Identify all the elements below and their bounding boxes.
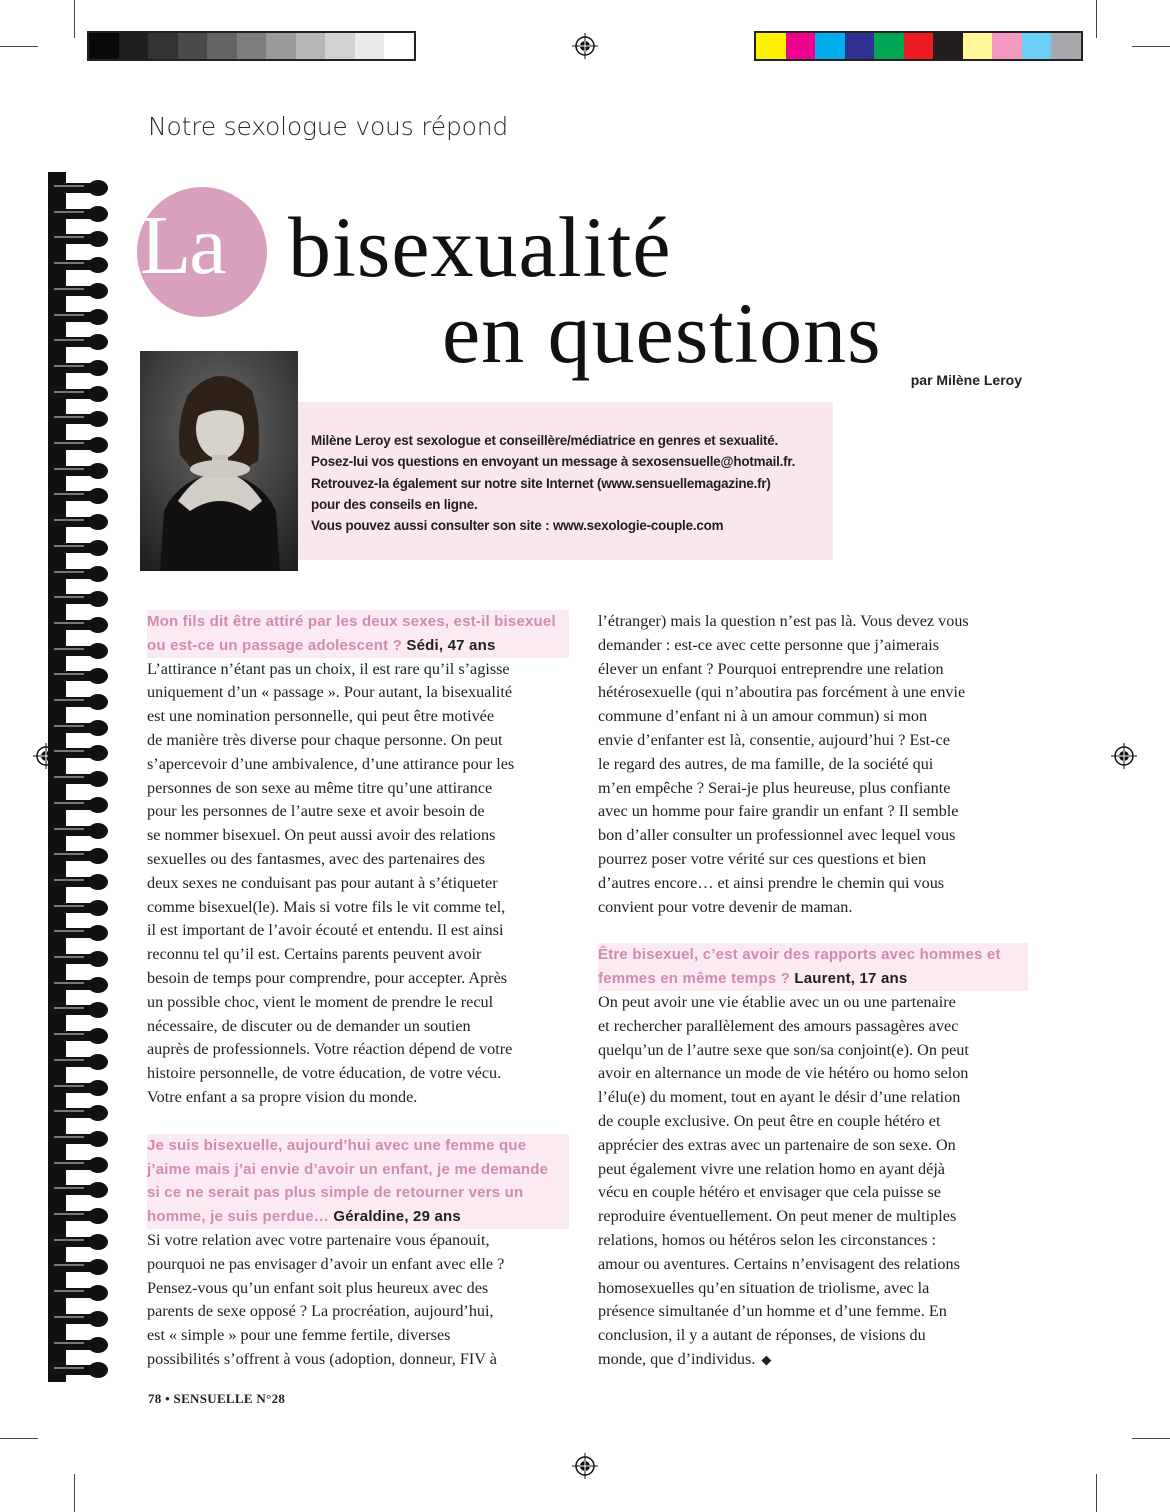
color-swatch	[1051, 33, 1081, 59]
text-line: conclusion, il y a autant de réponses, de visions du	[598, 1326, 926, 1345]
question-line: j’aime mais j’ai envie d’avoir un enfant, je me demande	[147, 1160, 549, 1178]
color-swatch	[933, 33, 963, 59]
text-line: Si votre relation avec votre partenaire vous épanouit,	[147, 1230, 490, 1249]
crop-mark-top-right-v	[1096, 0, 1097, 38]
text-line: personnes de son sexe au même titre qu’une attirance	[147, 778, 493, 797]
spiral-ring	[48, 643, 110, 659]
spiral-ring	[48, 1285, 110, 1301]
question-author: Géraldine, 29 ans	[333, 1208, 461, 1226]
text-line: besoin de temps pour comprendre, pour accepter. Après	[147, 968, 508, 987]
end-mark-icon: ◆	[761, 1351, 772, 1367]
color-swatch	[384, 33, 414, 59]
info-line: Vous pouvez aussi consulter son site : www.sexologie-couple.com	[311, 518, 724, 534]
text-line: s’apercevoir d’une ambivalence, d’une attirance pour les	[147, 754, 515, 773]
spiral-ring	[48, 771, 110, 787]
text-line: avec un homme pour faire grandir un enfant ? Il semble	[598, 802, 959, 821]
answer-1	[147, 658, 569, 1110]
text-line: commune d’enfant ni à un amour commun) si mon	[598, 707, 928, 726]
question-line: femmes en même temps ? Laurent, 17 ans	[598, 970, 908, 988]
question-line: ou est-ce un passage adolescent ? Sédi, 47 ans	[147, 636, 496, 654]
left-column	[147, 610, 569, 1372]
page-folio: 78 • SENSUELLE N°28	[148, 1391, 286, 1406]
spiral-ring	[48, 874, 110, 890]
spiral-ring	[48, 1131, 110, 1147]
spiral-ring	[48, 848, 110, 864]
spiral-binding	[48, 172, 118, 1382]
color-swatch	[296, 33, 326, 59]
text-line: histoire personnelle, de votre éducation, de votre vécu.	[147, 1064, 502, 1083]
spiral-ring	[48, 823, 110, 839]
text-line: se nommer bisexuel. On peut aussi avoir des relations	[147, 826, 496, 845]
text-line: de couple exclusive. On peut être en couple hétéro et	[598, 1111, 941, 1130]
text-line: auprès de professionnels. Votre réaction dépend de votre	[147, 1040, 513, 1059]
text-line: pourrez poser votre vérité sur ces questions et bien	[598, 849, 927, 868]
text-line: sexuelles ou des fantasmes, avec des partenaires des	[147, 849, 486, 868]
text-line: relations, homos ou hétéros selon les circonstances :	[598, 1230, 937, 1249]
question-2	[147, 1134, 569, 1229]
text-line: et rechercher parallèlement des amours passagères avec	[598, 1016, 959, 1035]
registration-mark-icon	[1111, 743, 1137, 769]
text-line: l’étranger) mais la question n’est pas là. Vous devez vous	[598, 612, 969, 630]
color-swatch	[874, 33, 904, 59]
question-line: Je suis bisexuelle, aujourd’hui avec une femme que	[147, 1136, 527, 1154]
spiral-ring	[48, 488, 110, 504]
spiral-ring	[48, 334, 110, 350]
spiral-ring	[48, 977, 110, 993]
answer-2	[147, 1229, 569, 1372]
text-line: envie d’enfanter est là, consentie, aujourd’hui ? Est-ce	[598, 730, 950, 749]
answer-2-continued	[598, 610, 1028, 919]
spiral-ring	[48, 180, 110, 196]
answer-3	[598, 991, 1028, 1372]
text-line: parents de sexe opposé ? La procréation, aujourd’hui,	[147, 1302, 494, 1321]
spiral-ring	[48, 745, 110, 761]
text-line: l’élu(e) du moment, tout en ayant le désir d’une relation	[598, 1088, 961, 1107]
text-line: un possible choc, vient le moment de prendre le recul	[147, 992, 494, 1011]
spiral-ring	[48, 668, 110, 684]
color-swatch	[355, 33, 385, 59]
spiral-ring	[48, 437, 110, 453]
title-line-2: en questions	[442, 285, 882, 381]
text-line: d’autres encore… et ainsi prendre le chemin qui vous	[598, 873, 945, 892]
color-swatch	[845, 33, 875, 59]
text-line: hétérosexuelle (qui n’aboutira pas forcément à une envie	[598, 683, 966, 702]
spiral-ring	[48, 463, 110, 479]
text-line: pourquoi ne pas envisager d’avoir un enfant avec elle ?	[147, 1254, 505, 1273]
spiral-ring	[48, 1105, 110, 1121]
text-line: reconnu tel qu’il est. Certains parents peuvent avoir	[147, 945, 482, 964]
color-swatch	[963, 33, 993, 59]
spiral-ring	[48, 1028, 110, 1044]
color-swatch	[119, 33, 149, 59]
spiral-ring	[48, 1080, 110, 1096]
text-line: il est important de l’avoir écouté et entendu. Il est ainsi	[147, 921, 504, 940]
color-swatch	[148, 33, 178, 59]
grayscale-swatch-bar	[87, 31, 416, 61]
spiral-ring	[48, 257, 110, 273]
color-swatch	[786, 33, 816, 59]
author-info-box	[298, 402, 833, 560]
text-line: de manière très diverse pour chaque personne. On peut	[147, 730, 503, 749]
spiral-ring	[48, 514, 110, 530]
spiral-ring	[48, 566, 110, 582]
title-la: La	[140, 199, 225, 292]
color-swatch	[904, 33, 934, 59]
spiral-ring	[48, 925, 110, 941]
text-line: est une nomination personnelle, qui peut être motivée	[147, 707, 495, 726]
spiral-ring	[48, 1157, 110, 1173]
text-line: m’en empêche ? Serai-je plus heureuse, plus confiante	[598, 778, 951, 797]
crop-mark-bottom-left-h	[0, 1438, 38, 1439]
text-line: deux sexes ne conduisant pas pour autant à s’étiqueter	[147, 873, 498, 892]
color-swatch	[266, 33, 296, 59]
info-line: Retrouvez-la également sur notre site Internet (www.sensuellemagazine.fr)	[311, 475, 771, 491]
title-line-1: bisexualité	[288, 199, 672, 295]
spiral-ring	[48, 283, 110, 299]
question-author: Sédi, 47 ans	[406, 636, 496, 654]
color-swatch	[756, 33, 786, 59]
crop-mark-top-left-v	[74, 0, 75, 38]
text-line: est « simple » pour une femme fertile, diverses	[147, 1326, 451, 1345]
spiral-ring	[48, 1208, 110, 1224]
text-line: vécu en couple hétéro et envisager que cela puisse se	[598, 1183, 941, 1202]
text-line: nécessaire, de discuter ou de demander un soutien	[147, 1016, 471, 1035]
spiral-ring	[48, 1054, 110, 1070]
question-1	[147, 610, 569, 658]
color-swatch	[89, 33, 119, 59]
question-line: si ce ne serait pas plus simple de retourner vers un	[147, 1184, 524, 1202]
registration-mark-icon	[572, 33, 598, 59]
info-line: Milène Leroy est sexologue et conseillère/médiatrice en genres et sexualité.	[311, 433, 779, 448]
section-kicker: Notre sexologue vous répond	[148, 112, 509, 141]
text-line: quelqu’un de l’autre sexe que son/sa conjoint(e). On peut	[598, 1040, 969, 1059]
spiral-ring	[48, 694, 110, 710]
spiral-ring	[48, 386, 110, 402]
byline: par Milène Leroy	[910, 372, 1022, 388]
spiral-ring	[48, 900, 110, 916]
text-line: On peut avoir une vie établie avec un ou une partenaire	[598, 992, 956, 1011]
spiral-ring	[48, 1002, 110, 1018]
info-line: pour des conseils en ligne.	[311, 496, 478, 512]
color-swatch	[815, 33, 845, 59]
text-line: demander : est-ce avec cette personne que j’aimerais	[598, 635, 940, 654]
spiral-ring	[48, 797, 110, 813]
text-line: avoir en alternance un mode de vie hétéro ou homo selon	[598, 1064, 969, 1083]
text-line: bon d’aller consulter un professionnel avec lequel vous	[598, 826, 956, 845]
spiral-ring	[48, 540, 110, 556]
crop-mark-bottom-right-v	[1096, 1474, 1097, 1512]
text-line: Pensez-vous qu’un enfant soit plus heureux avec des	[147, 1278, 489, 1297]
question-line: homme, je suis perdue… Géraldine, 29 ans	[147, 1208, 461, 1226]
spiral-ring	[48, 206, 110, 222]
text-line: monde, que d’individus. ◆	[598, 1349, 772, 1368]
spiral-ring	[48, 1337, 110, 1353]
text-line: le regard des autres, de ma famille, de la société qui	[598, 754, 934, 773]
author-portrait	[140, 351, 298, 571]
question-line: Être bisexuel, c’est avoir des rapports avec hommes et	[598, 946, 1001, 964]
spiral-ring	[48, 309, 110, 325]
question-line: Mon fils dit être attiré par les deux sexes, est-il bisexuel	[147, 613, 556, 630]
question-3	[598, 943, 1028, 991]
text-line: uniquement d’un « passage ». Pour autant, la bisexualité	[147, 683, 513, 702]
text-line: présence simultanée d’un homme et d’une femme. En	[598, 1302, 947, 1321]
spiral-ring	[48, 591, 110, 607]
spiral-ring	[48, 1234, 110, 1250]
spiral-ring	[48, 617, 110, 633]
text-line: pour les personnes de l’autre sexe et avoir besoin de	[147, 802, 485, 821]
text-line: comme bisexuel(le). Mais si votre fils le vit comme tel,	[147, 897, 506, 916]
spiral-ring	[48, 951, 110, 967]
text-line: Votre enfant a sa propre vision du monde.	[147, 1087, 418, 1106]
question-author: Laurent, 17 ans	[794, 970, 908, 988]
spiral-ring	[48, 411, 110, 427]
registration-mark-icon	[572, 1453, 598, 1479]
spiral-ring	[48, 360, 110, 376]
crop-mark-bottom-right-h	[1132, 1438, 1170, 1439]
text-line: convient pour votre devenir de maman.	[598, 897, 853, 916]
color-swatch	[207, 33, 237, 59]
spiral-ring	[48, 1311, 110, 1327]
text-line: possibilités s’offrent à vous (adoption, donneur, FIV à	[147, 1349, 497, 1368]
color-swatch	[1022, 33, 1052, 59]
text-line: amour ou aventures. Certains n’envisagent des relations	[598, 1254, 960, 1273]
color-swatch	[992, 33, 1022, 59]
text-line: homosexuelles qu’en situation de triolisme, avec la	[598, 1278, 930, 1297]
color-swatch	[237, 33, 267, 59]
info-line: Posez-lui vos questions en envoyant un message à sexosensuelle@hotmail.fr.	[311, 454, 796, 470]
text-line: élever un enfant ? Pourquoi entreprendre une relation	[598, 659, 944, 678]
spiral-ring	[48, 231, 110, 247]
spiral-ring	[48, 720, 110, 736]
crop-mark-top-right-h	[1132, 46, 1170, 47]
text-line: reproduire éventuellement. On peut mener de multiples	[598, 1207, 957, 1226]
crop-mark-bottom-left-v	[74, 1474, 75, 1512]
crop-mark-top-left-h	[0, 46, 38, 47]
color-swatch	[325, 33, 355, 59]
text-line: peut également vivre une relation homo en ayant déjà	[598, 1159, 945, 1178]
text-line: L’attirance n’étant pas un choix, il est rare qu’il s’agisse	[147, 659, 510, 678]
spiral-ring	[48, 1362, 110, 1378]
color-swatch-bar	[754, 31, 1083, 61]
spiral-ring	[48, 1259, 110, 1275]
text-line: apprécier des extras avec un partenaire de son sexe. On	[598, 1135, 956, 1154]
right-column	[598, 610, 1028, 1372]
color-swatch	[178, 33, 208, 59]
spiral-ring	[48, 1182, 110, 1198]
